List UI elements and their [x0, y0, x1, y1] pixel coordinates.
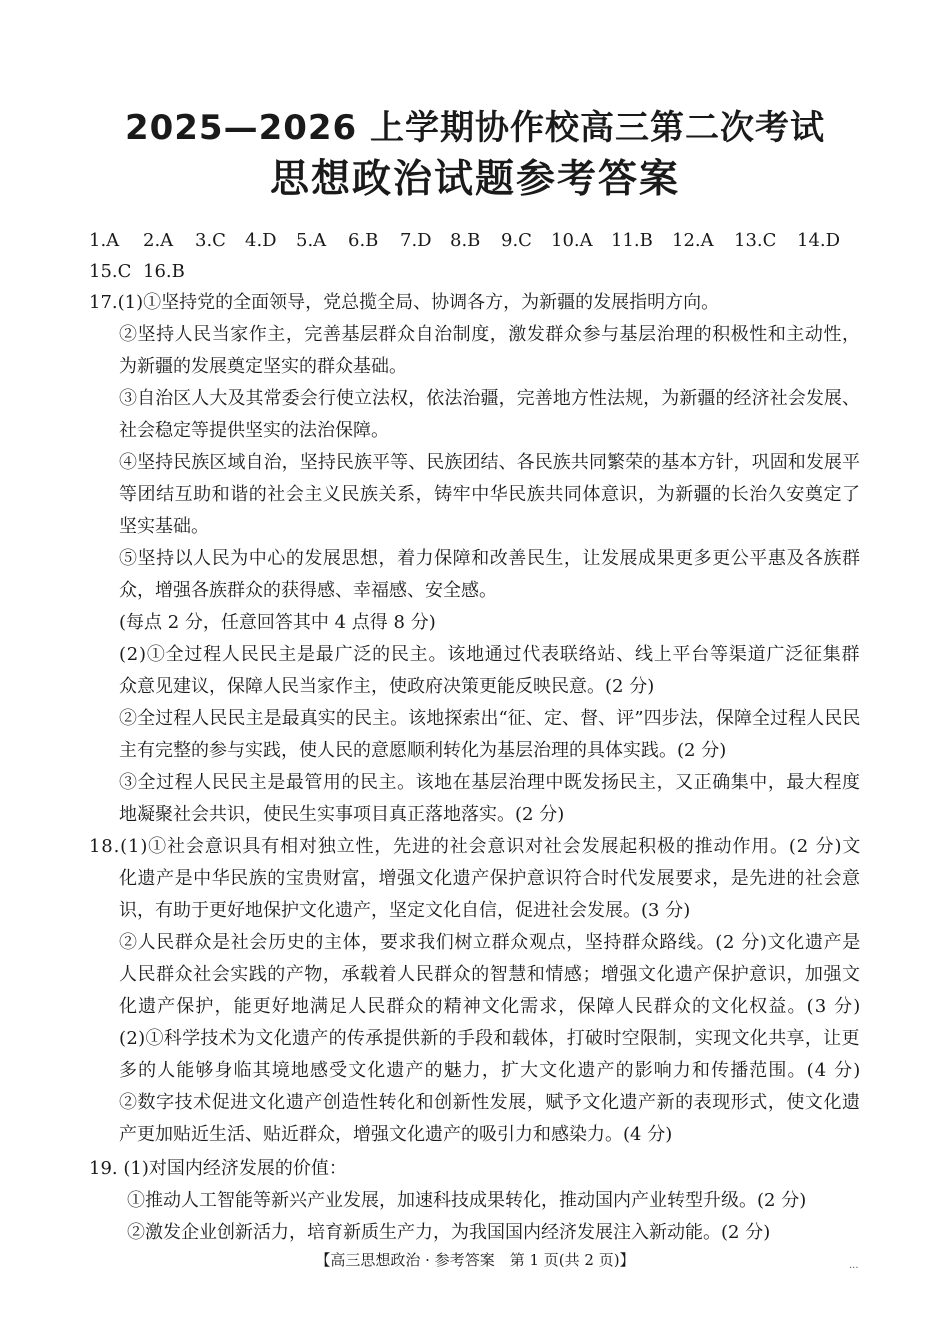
answer-line: ②数字技术促进文化遗产创造性转化和创新性发展，赋予文化遗产新的表现形式，使文化遗 — [119, 1092, 861, 1113]
answer-line: 19. (1)对国内经济发展的价值： — [89, 1158, 347, 1179]
answer-line: ②激发企业创新活力，培育新质生产力，为我国国内经济发展注入新动能。(2 分) — [127, 1222, 771, 1243]
answer-line: 众意见建议，保障人民当家作主，使政府决策更能反映民意。(2 分) — [119, 676, 655, 697]
mc-answer: 16.B — [143, 261, 185, 282]
mc-answer: 14.D — [797, 230, 841, 251]
mc-answer: 5.A — [296, 230, 327, 251]
exam-title: 2025—2026 上学期协作校高三第二次考试 — [124, 108, 826, 148]
answer-line: 等团结互助和谐的社会主义民族关系，铸牢中华民族共同体意识，为新疆的长治久安奠定了 — [119, 484, 861, 505]
page-footer: 【高三思想政治 · 参考答案 第 1 页(共 2 页)】 — [315, 1251, 635, 1269]
mc-answer: 10.A — [551, 230, 593, 251]
mc-answer: 12.A — [672, 230, 714, 251]
answer-line: ①推动人工智能等新兴产业发展，加速科技成果转化，推动国内产业转型升级。(2 分) — [127, 1190, 807, 1211]
answer-line: ③自治区人大及其常委会行使立法权，依法治疆，完善地方性法规，为新疆的经济社会发展、 — [119, 388, 861, 409]
answer-line: 社会稳定等提供坚实的法治保障。 — [119, 420, 389, 441]
answer-line: (每点 2 分，任意回答其中 4 点得 8 分) — [119, 612, 436, 633]
answer-line: 众，增强各族群众的获得感、幸福感、安全感。 — [119, 580, 497, 601]
answer-line: 18.(1)①社会意识具有相对独立性，先进的社会意识对社会发展起积极的推动作用。(2 分)文 — [89, 836, 862, 857]
mc-answer: 7.D — [400, 230, 432, 251]
answer-line: (2)①全过程人民民主是最广泛的民主。该地通过代表联络站、线上平台等渠道广泛征集群 — [119, 644, 861, 665]
answer-line: 人民群众社会实践的产物，承载着人民群众的智慧和情感；增强文化遗产保护意识，加强文 — [119, 964, 861, 985]
answer-line: 主有完整的参与实践，使人民的意愿顺利转化为基层治理的具体实践。(2 分) — [119, 740, 727, 761]
answer-line: 产更加贴近生活、贴近群众，增强文化遗产的吸引力和感染力。(4 分) — [119, 1124, 673, 1145]
mc-answer: 8.B — [450, 230, 481, 251]
mc-answer: 3.C — [195, 230, 226, 251]
answer-line: 化遗产是中华民族的宝贵财富，增强文化遗产保护意识符合时代发展要求，是先进的社会意 — [119, 868, 861, 889]
answer-line: 地凝聚社会共识，使民生实事项目真正落地落实。(2 分) — [119, 804, 565, 825]
answer-line: 识，有助于更好地保护文化遗产，坚定文化自信，促进社会发展。(3 分) — [119, 900, 691, 921]
mc-answer: 6.B — [348, 230, 379, 251]
corner-mark: ... — [849, 1260, 859, 1271]
mc-answer: 1.A — [89, 230, 120, 251]
answer-line: 化遗产保护，能更好地满足人民群众的精神文化需求，保障人民群众的文化权益。(3 分) — [119, 996, 862, 1017]
mc-answer: 15.C — [89, 261, 132, 282]
mc-answer: 13.C — [734, 230, 777, 251]
answer-line: ④坚持民族区域自治，坚持民族平等、民族团结、各民族共同繁荣的基本方针，巩固和发展平 — [119, 452, 861, 473]
mc-answer: 11.B — [611, 230, 653, 251]
answer-line: ③全过程人民民主是最管用的民主。该地在基层治理中既发扬民主，又正确集中，最大程度 — [119, 772, 861, 793]
answer-line: 17.(1)①坚持党的全面领导，党总揽全局、协调各方，为新疆的发展指明方向。 — [89, 292, 720, 313]
answer-line: 多的人能够身临其境地感受文化遗产的魅力，扩大文化遗产的影响力和传播范围。(4 分) — [119, 1060, 862, 1081]
answer-line: ②全过程人民民主是最真实的民主。该地探索出“征、定、督、评”四步法，保障全过程人民民 — [119, 708, 861, 729]
answer-line: (2)①科学技术为文化遗产的传承提供新的手段和载体，打破时空限制，实现文化共享，让更 — [119, 1028, 860, 1049]
answer-line: ②坚持人民当家作主，完善基层群众自治制度，激发群众参与基层治理的积极性和主动性， — [119, 324, 861, 345]
answer-line: 坚实基础。 — [119, 516, 209, 537]
answer-line: 为新疆的发展奠定坚实的群众基础。 — [119, 356, 407, 377]
answer-line: ②人民群众是社会历史的主体，要求我们树立群众观点，坚持群众路线。(2 分)文化遗产是 — [119, 932, 861, 953]
mc-answer: 2.A — [143, 230, 174, 251]
answer-line: ⑤坚持以人民为中心的发展思想，着力保障和改善民生，让发展成果更多更公平惠及各族群 — [119, 548, 861, 569]
document-title: 思想政治试题参考答案 — [269, 157, 680, 202]
mc-answer: 9.C — [501, 230, 532, 251]
mc-answer: 4.D — [245, 230, 277, 251]
